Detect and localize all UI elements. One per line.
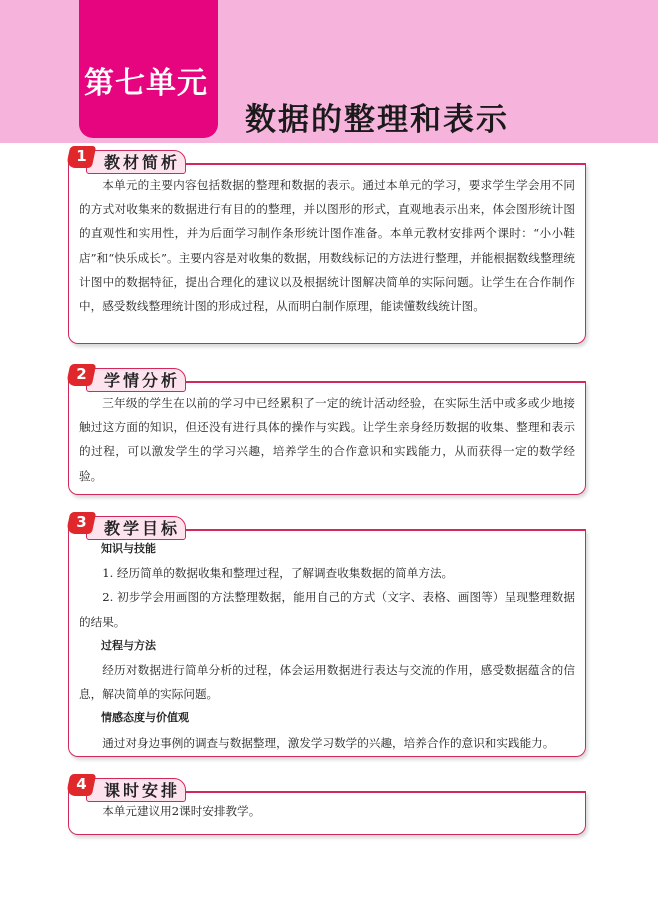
section-paragraph: 三年级的学生在以前的学习中已经累积了一定的统计活动经验，在实际生活中或多或少地接触过这方面的知识，但还没有进行具体的操作与实践。让学生亲身经历数据的收集、整理和表示的过程，可以激发学生的学习兴趣，培养学生的合作意识和实践能力，从而获得一定的数学经验。 xyxy=(79,396,575,483)
section-rule xyxy=(184,163,586,165)
subhead-attitude: 情感态度与价值观 xyxy=(101,711,189,725)
goal-item: 经历对数据进行简单分析的过程，体会运用数据进行表达与交流的作用，感受数据蕴含的信息，解决简单的实际问题。 xyxy=(79,663,575,702)
section-title: 课时安排 xyxy=(104,781,181,800)
section-number-badge: 4 xyxy=(66,774,97,796)
section-rule xyxy=(184,381,586,383)
subhead-knowledge: 知识与技能 xyxy=(101,542,156,555)
section-paragraph: 本单元建议用2课时安排教学。 xyxy=(102,804,261,818)
section-rule xyxy=(184,529,586,531)
section-box xyxy=(68,381,586,495)
section-schedule xyxy=(68,774,586,836)
section-box xyxy=(68,163,586,344)
goal-item: 通过对身边事例的调查与数据整理，激发学习数学的兴趣，培养合作的意识和实践能力。 xyxy=(102,735,555,750)
section-title: 教学目标 xyxy=(104,519,181,538)
section-title: 学情分析 xyxy=(104,371,181,390)
section-teaching-goals xyxy=(68,512,586,760)
section-rule xyxy=(184,791,586,793)
section-textbook-analysis xyxy=(68,146,586,346)
section-goals xyxy=(79,537,575,755)
subhead-process: 过程与方法 xyxy=(101,638,156,652)
goal-item: 2. 初步学会用画图的方法整理数据，能用自己的方式（文字、表格、画图等）呈现整理数据的结果。 xyxy=(79,590,575,629)
unit-label: 第七单元 xyxy=(84,66,208,101)
unit-title: 数据的整理和表示 xyxy=(245,102,509,138)
section-number-badge: 1 xyxy=(66,146,97,168)
section-learner-analysis xyxy=(68,364,586,496)
section-box xyxy=(68,529,586,757)
section-number-badge: 3 xyxy=(66,512,97,534)
section-title: 教材简析 xyxy=(104,153,181,172)
goal-item: 1. 经历简单的数据收集和整理过程，了解调查收集数据的简单方法。 xyxy=(102,566,454,581)
section-paragraph: 本单元的主要内容包括数据的整理和数据的表示。通过本单元的学习，要求学生学会用不同的方式对收集来的数据进行有目的的整理，并以图形的形式，直观地表示出来，体会图形统计图的直观性和实用性，并为后面学习制作条形统计图作准备。本单元教材安排两个课时：“小小鞋店”和“快乐成长”。主要内容是对收集的数据，用数线标记的方法进行整理，并能根据数线整理统计图中的数据特征，提出合理化的建议以及根据统计图解决简单的实际问题。让学生在合作制作中，感受数线整理统计图的形成过程，从而明白制作原理，能读懂数线统计图。 xyxy=(79,178,575,314)
section-number-badge: 2 xyxy=(66,364,97,386)
